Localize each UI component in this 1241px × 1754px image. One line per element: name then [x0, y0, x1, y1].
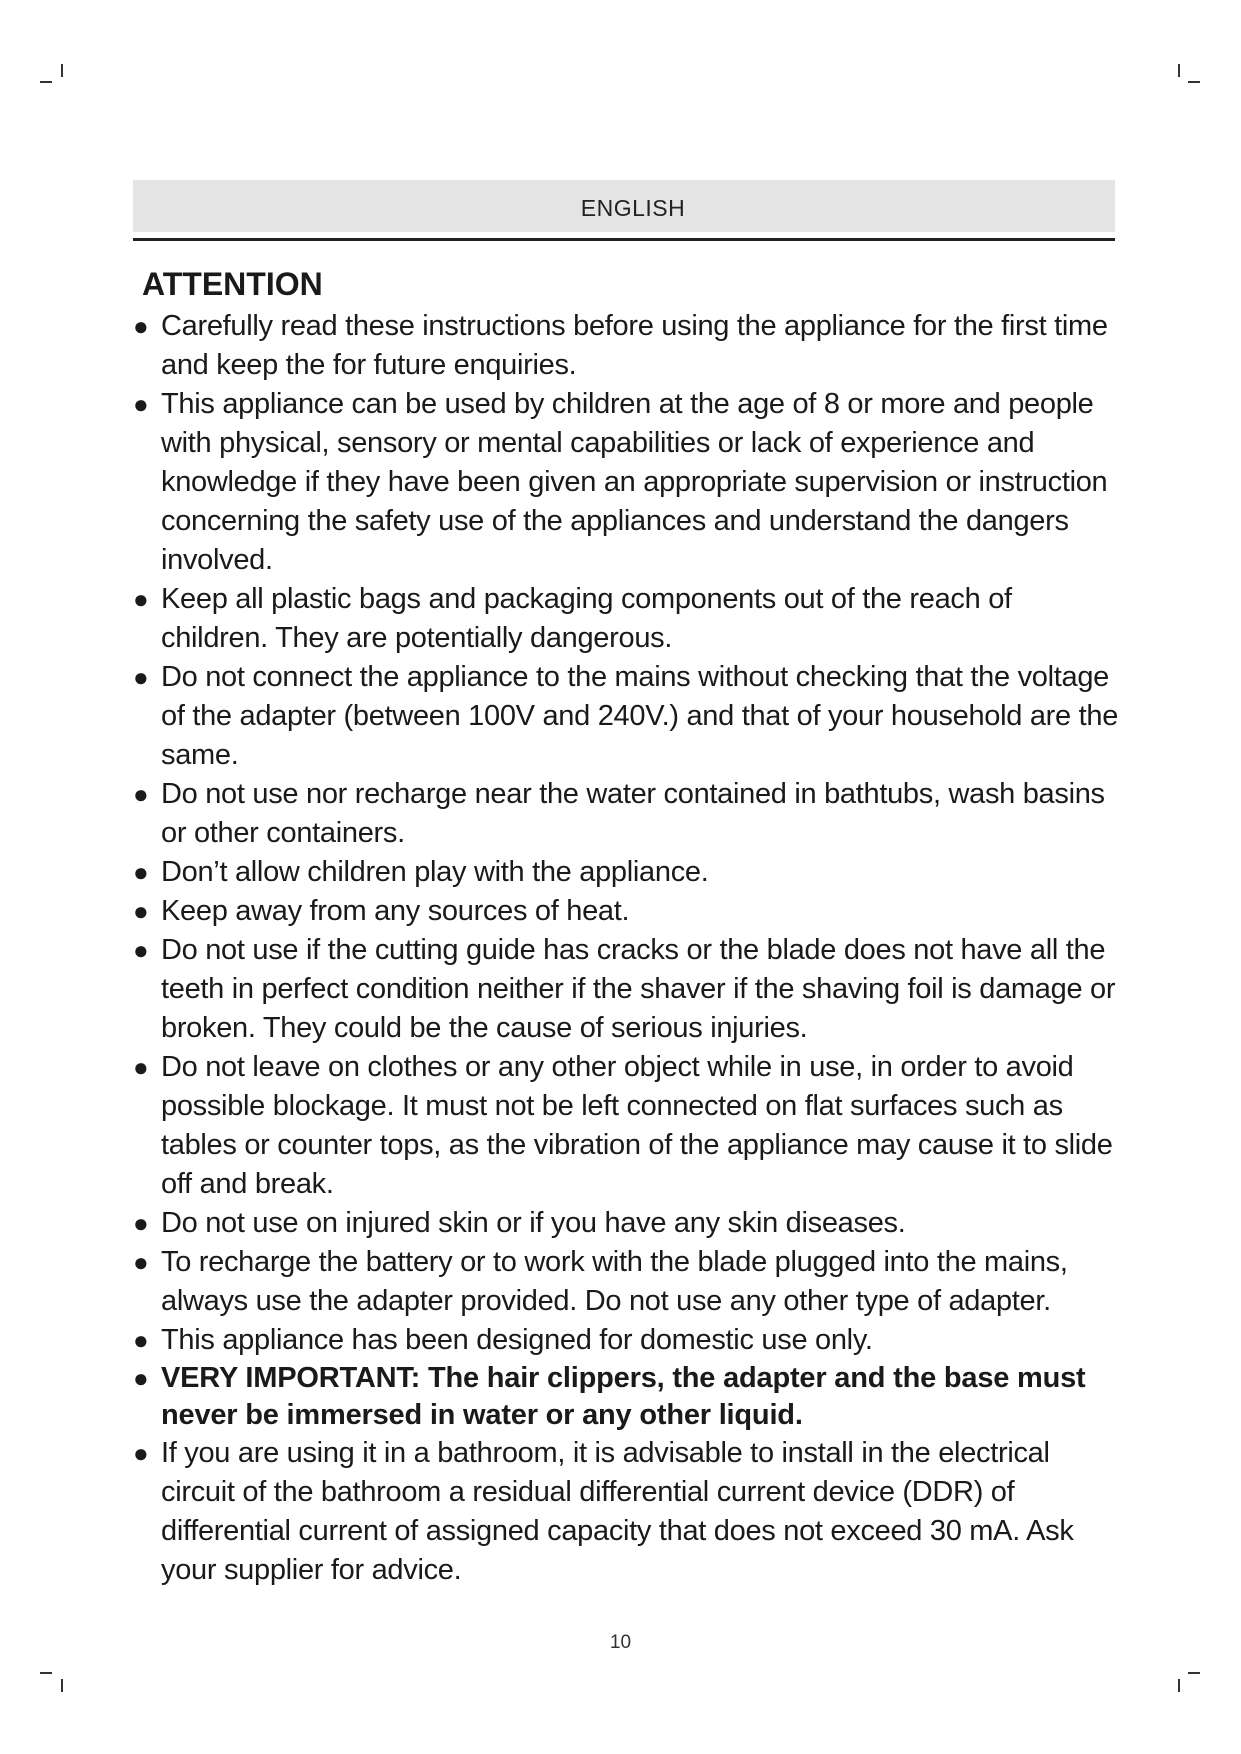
warning-item	[131, 1048, 1121, 1204]
bullet-icon: ●	[133, 1052, 149, 1082]
crop-mark-top-left-h	[40, 81, 52, 83]
bullet-icon: ●	[133, 389, 149, 419]
bullet-icon: ●	[133, 857, 149, 887]
warning-text: This appliance has been designed for domestic use only.	[161, 1324, 873, 1356]
warning-text: To recharge the battery or to work with the blade plugged into the mains, always use the adapter provided. Do not use any other type of adapter.	[161, 1246, 1068, 1317]
bullet-icon: ●	[133, 1208, 149, 1238]
warning-list	[131, 307, 1121, 1590]
warning-item	[131, 1360, 1121, 1434]
warning-text: Do not use if the cutting guide has cracks or the blade does not have all the teeth in perfect condition neither if the shaver if the shaving foil is damage or broken. They could be the cause of serious injuries.	[161, 934, 1116, 1044]
warning-text: Carefully read these instructions before using the appliance for the first time and keep the for future enquiries.	[161, 310, 1108, 381]
warning-item	[131, 892, 1121, 931]
crop-mark-top-right-h	[1188, 81, 1200, 83]
bullet-icon: ●	[133, 1363, 149, 1393]
bullet-icon: ●	[133, 311, 149, 341]
language-label: ENGLISH	[580, 195, 686, 221]
bullet-icon: ●	[133, 662, 149, 692]
bullet-icon: ●	[133, 779, 149, 809]
warning-text: Don’t allow children play with the appliance.	[161, 856, 709, 888]
warning-text: VERY IMPORTANT: The hair clippers, the adapter and the base must never be immersed in water or any other liquid.	[161, 1362, 1086, 1431]
warning-item	[131, 1434, 1121, 1590]
warning-item	[131, 853, 1121, 892]
warning-item	[131, 1321, 1121, 1360]
warning-text: Do not use on injured skin or if you have any skin diseases.	[161, 1207, 906, 1239]
bullet-icon: ●	[133, 1438, 149, 1468]
crop-mark-bottom-right-v	[1178, 1679, 1180, 1692]
section-title: ATTENTION	[142, 266, 323, 302]
warning-text: Keep away from any sources of heat.	[161, 895, 630, 927]
warning-item	[131, 1204, 1121, 1243]
bullet-icon: ●	[133, 1325, 149, 1355]
warning-item	[131, 580, 1121, 658]
warning-text: Do not use nor recharge near the water contained in bathtubs, wash basins or other containers.	[161, 778, 1105, 849]
warning-item	[131, 658, 1121, 775]
crop-mark-bottom-left-v	[61, 1679, 63, 1692]
crop-mark-bottom-right-h	[1188, 1672, 1200, 1674]
warning-item	[131, 931, 1121, 1048]
page-number: 10	[609, 1632, 632, 1653]
crop-mark-top-right-v	[1178, 64, 1180, 77]
bullet-icon: ●	[133, 935, 149, 965]
warning-text: Do not connect the appliance to the mains without checking that the voltage of the adapter (between 100V and 240V.) and that of your household are the same.	[161, 661, 1119, 771]
warning-text: Keep all plastic bags and packaging components out of the reach of children. They are potentially dangerous.	[161, 583, 1012, 654]
warning-item	[131, 307, 1121, 385]
bullet-icon: ●	[133, 584, 149, 614]
warning-text: This appliance can be used by children at the age of 8 or more and people with physical, sensory or mental capabilities or lack of experience and knowledge if they have been given an appropriate supervision or instruction concerning the safety use of the appliances and understand the dangers involved.	[161, 388, 1108, 576]
bullet-icon: ●	[133, 896, 149, 926]
header-rule	[133, 238, 1115, 241]
warning-text: If you are using it in a bathroom, it is advisable to install in the electrical circuit of the bathroom a residual differential current device (DDR) of differential current of assigned capacity that does not exceed 30 mA. Ask your supplier for advice.	[161, 1437, 1074, 1586]
crop-mark-top-left-v	[61, 64, 63, 77]
warning-item	[131, 1243, 1121, 1321]
bullet-icon: ●	[133, 1247, 149, 1277]
crop-mark-bottom-left-h	[40, 1672, 52, 1674]
warning-text: Do not leave on clothes or any other object while in use, in order to avoid possible blockage. It must not be left connected on flat surfaces such as tables or counter tops, as the vibration of the appliance may cause it to slide off and break.	[161, 1051, 1113, 1200]
warning-item	[131, 385, 1121, 580]
warning-item	[131, 775, 1121, 853]
